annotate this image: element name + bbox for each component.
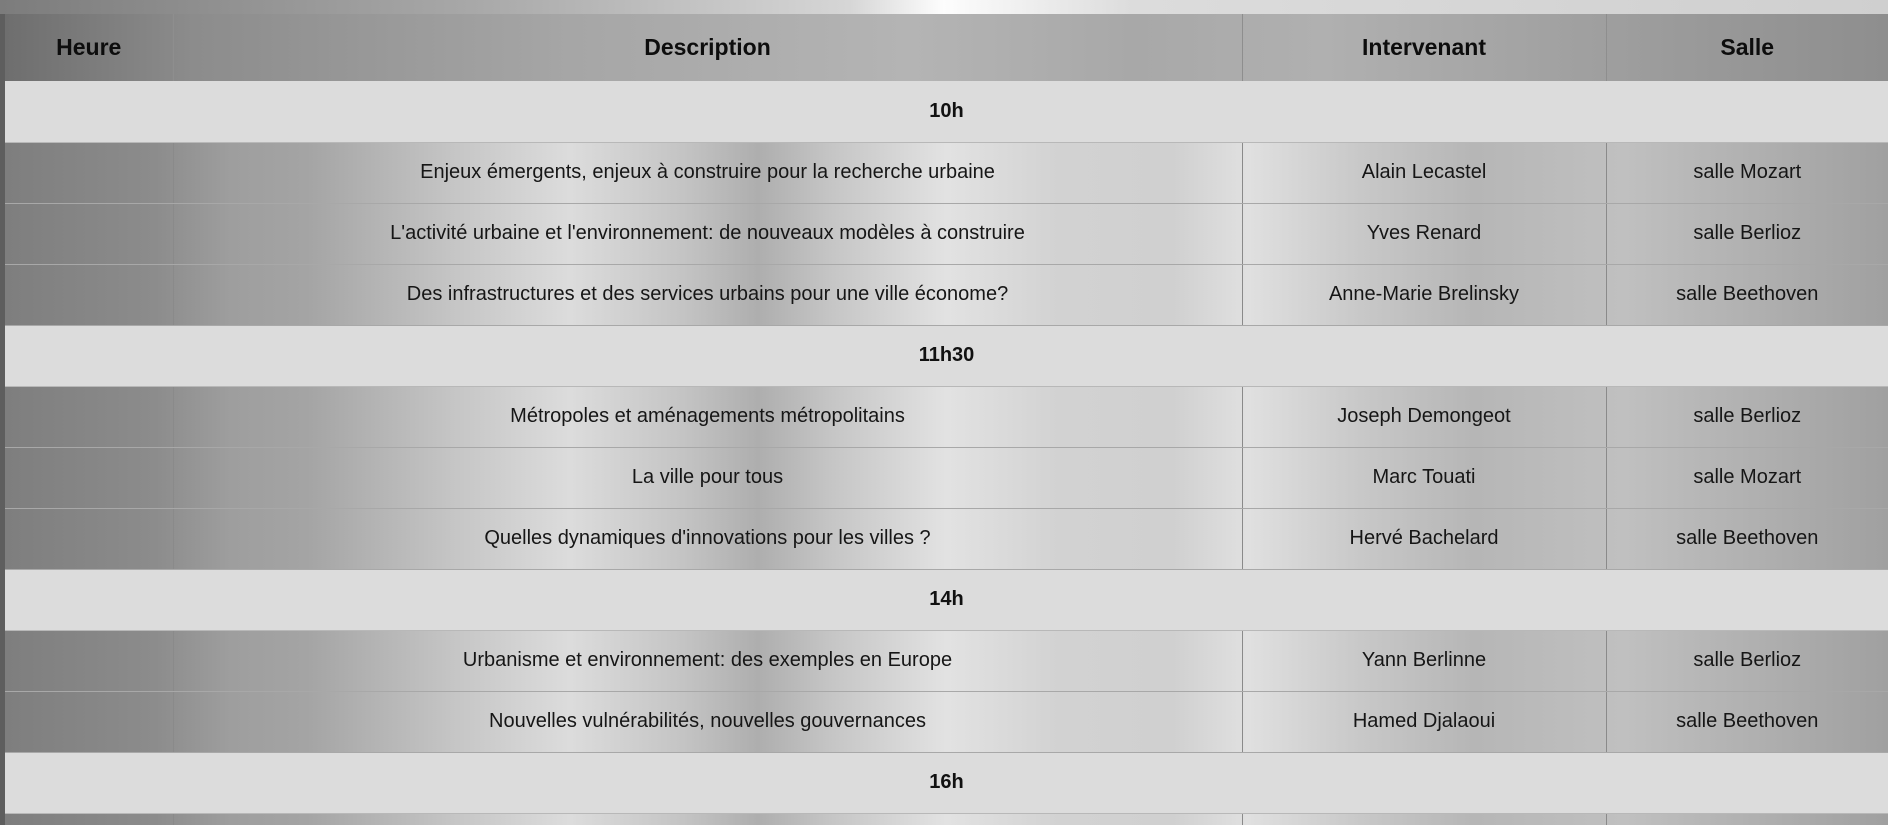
salle-cell: salle Berlioz bbox=[1606, 203, 1888, 264]
description-cell: Enjeux émergents, enjeux à construire pour la recherche urbaine bbox=[173, 142, 1242, 203]
time-group-label: 16h bbox=[5, 752, 1888, 813]
salle-cell: salle Beethoven bbox=[1606, 508, 1888, 569]
salle-cell: salle Beethoven bbox=[1606, 264, 1888, 325]
header-description: Description bbox=[173, 14, 1242, 81]
salle-cell: salle Mozart bbox=[1606, 447, 1888, 508]
heure-cell bbox=[5, 813, 173, 825]
intervenant-cell: Marc Touati bbox=[1242, 447, 1606, 508]
intervenant-cell: Anne-Marie Brelinsky bbox=[1242, 264, 1606, 325]
description-cell: Métropoles et aménagements métropolitains bbox=[173, 386, 1242, 447]
description-cell: Des infrastructures et des services urbains pour une ville économe? bbox=[173, 264, 1242, 325]
header-salle: Salle bbox=[1720, 34, 1775, 60]
salle-cell: salle Beethoven bbox=[1606, 691, 1888, 752]
header-intervenant: Intervenant bbox=[1242, 14, 1606, 81]
salle-cell: salle Mozart bbox=[1606, 142, 1888, 203]
description-cell: L'activité urbaine et l'environnement: de nouveaux modèles à construire bbox=[173, 203, 1242, 264]
table-row bbox=[5, 264, 1888, 325]
time-group-row bbox=[5, 752, 1888, 813]
table-row bbox=[5, 813, 1888, 825]
heure-cell bbox=[5, 264, 173, 325]
heure-cell bbox=[5, 142, 173, 203]
intervenant-cell: Joseph Demongeot bbox=[1242, 386, 1606, 447]
heure-cell bbox=[5, 386, 173, 447]
intervenant-cell bbox=[1242, 813, 1606, 825]
heure-cell bbox=[5, 447, 173, 508]
description-cell bbox=[173, 813, 1242, 825]
table-row bbox=[5, 386, 1888, 447]
table-row bbox=[5, 691, 1888, 752]
table-header-row bbox=[5, 14, 1888, 81]
description-cell: Urbanisme et environnement: des exemples en Europe bbox=[173, 630, 1242, 691]
time-group-row bbox=[5, 325, 1888, 386]
description-cell: Quelles dynamiques d'innovations pour les villes ? bbox=[173, 508, 1242, 569]
table-row bbox=[5, 508, 1888, 569]
intervenant-cell: Alain Lecastel bbox=[1242, 142, 1606, 203]
time-group-label: 10h bbox=[5, 81, 1888, 142]
intervenant-cell: Yves Renard bbox=[1242, 203, 1606, 264]
salle-cell: salle Berlioz bbox=[1606, 630, 1888, 691]
time-group-row bbox=[5, 569, 1888, 630]
table-row bbox=[5, 142, 1888, 203]
time-group-label: 11h30 bbox=[5, 325, 1888, 386]
top-strip bbox=[0, 0, 1888, 14]
intervenant-cell: Yann Berlinne bbox=[1242, 630, 1606, 691]
schedule-table-container bbox=[5, 14, 1888, 825]
heure-cell bbox=[5, 630, 173, 691]
intervenant-cell: Hervé Bachelard bbox=[1242, 508, 1606, 569]
table-row bbox=[5, 203, 1888, 264]
header-heure: Heure bbox=[5, 14, 173, 81]
time-group-row bbox=[5, 81, 1888, 142]
time-group-label: 14h bbox=[5, 569, 1888, 630]
heure-cell bbox=[5, 508, 173, 569]
heure-cell bbox=[5, 203, 173, 264]
salle-cell bbox=[1606, 813, 1888, 825]
intervenant-cell: Hamed Djalaoui bbox=[1242, 691, 1606, 752]
schedule-table bbox=[5, 14, 1888, 825]
table-row bbox=[5, 630, 1888, 691]
description-cell: Nouvelles vulnérabilités, nouvelles gouvernances bbox=[173, 691, 1242, 752]
salle-cell: salle Berlioz bbox=[1606, 386, 1888, 447]
description-cell: La ville pour tous bbox=[173, 447, 1242, 508]
heure-cell bbox=[5, 691, 173, 752]
table-row bbox=[5, 447, 1888, 508]
